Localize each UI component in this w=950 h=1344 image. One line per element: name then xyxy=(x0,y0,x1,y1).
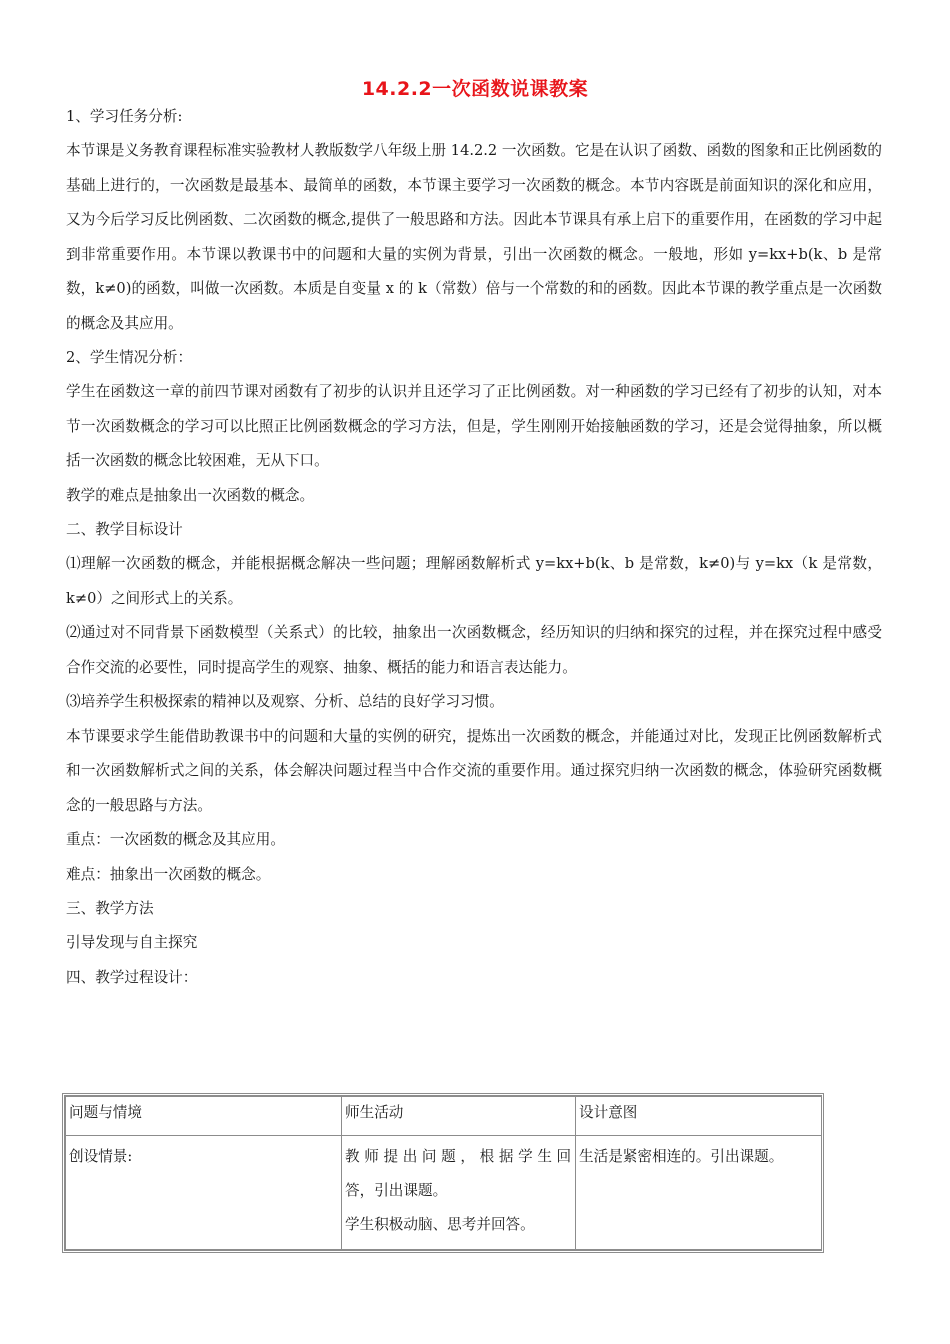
goal-item-2: ⑵通过对不同背景下函数模型（关系式）的比较，抽象出一次函数概念，经历知识的归纳和探究的过程，并在探究过程中感受合作交流的必要性，同时提高学生的观察、抽象、概括的能力和语言表达能力。 xyxy=(66,624,882,676)
key-point: 重点：一次函数的概念及其应用。 xyxy=(66,831,285,848)
table-header-row xyxy=(66,1097,822,1136)
difficult-point: 难点：抽象出一次函数的概念。 xyxy=(66,865,271,883)
section-heading-task-analysis: 1、学习任务分析: xyxy=(66,108,183,125)
scene-text: 创设情景: xyxy=(69,1148,133,1165)
activity-line: 答，引出课题。 xyxy=(345,1182,448,1199)
table-row xyxy=(66,1136,822,1250)
goal-item-3: ⑶培养学生积极探索的精神以及观察、分析、总结的良好学习习惯。 xyxy=(66,693,504,710)
paragraph-task-analysis: 本节课是义务教育课程标准实验教材人教版数学八年级上册 14.2.2 一次函数。它是在认识了函数、函数的图象和正比例函数的基础上进行的，一次函数是最基本、最简单的函数，本节课主要学习一次函数的概念。本节内容既是前面知识的深化和应用，又为今后学习反比例函数、二次函数的概念,提供了一般思路和方法。因此本节课具有承上启下的重要作用，在函数的学习中起到非常重要作用。本节课以教课书中的问题和大量的实例为背景，引出一次函数的概念。一般地，形如 y=kx+b(k、b 是常数，k≠0)的函数，叫做一次函数。本质是自变量 x 的 k（常数）倍与一个常数的和的函数。因此本节课的教学重点是一次函数的概念及其应用。 xyxy=(66,142,882,332)
section-heading-student-analysis: 2、学生情况分析： xyxy=(66,349,193,366)
document-body xyxy=(66,100,882,995)
section-heading-teaching-method: 三、教学方法 xyxy=(66,900,154,917)
teaching-method-text: 引导发现与自主探究 xyxy=(66,934,198,951)
table-header-cell: 师生活动 xyxy=(342,1097,576,1136)
table-header-cell: 问题与情境 xyxy=(66,1097,342,1136)
table-cell-intent xyxy=(576,1136,822,1250)
teaching-process-table xyxy=(62,1093,824,1253)
paragraph-goal-summary: 本节课要求学生能借助教课书中的问题和大量的实例的研究，提炼出一次函数的概念，并能通过对比，发现正比例函数解析式和一次函数解析式之间的关系，体会解决问题过程当中合作交流的重要作用。通过探究归纳一次函数的概念，体验研究函数概念的一般思路与方法。 xyxy=(66,727,882,814)
table-cell-scene xyxy=(66,1136,342,1250)
table-header-cell: 设计意图 xyxy=(576,1097,822,1136)
activity-line: 学生积极动脑、思考并回答。 xyxy=(345,1216,535,1233)
paragraph-teaching-difficulty: 教学的难点是抽象出一次函数的概念。 xyxy=(66,486,315,504)
goal-item-1: ⑴理解一次函数的概念，并能根据概念解决一些问题；理解函数解析式 y=kx+b(k、b 是常数，k≠0)与 y=kx（k 是常数，k≠0）之间形式上的关系。 xyxy=(66,555,882,607)
paragraph-student-analysis: 学生在函数这一章的前四节课对函数有了初步的认识并且还学习了正比例函数。对一种函数的学习已经有了初步的认知，对本节一次函数概念的学习可以比照正比例函数概念的学习方法，但是，学生刚刚开始接触函数的学习，还是会觉得抽象，所以概括一次函数的概念比较困难，无从下口。 xyxy=(66,383,882,469)
document-title: 14.2.2一次函数说课教案 xyxy=(361,78,589,100)
section-heading-teaching-process: 四、教学过程设计： xyxy=(66,968,198,986)
table-cell-activity xyxy=(342,1136,576,1250)
section-heading-teaching-goals: 二、教学目标设计 xyxy=(66,521,183,538)
activity-line: 教 师 提 出 问 题 ， 根 据 学 生 回 xyxy=(345,1148,572,1165)
intent-text: 生活是紧密相连的。引出课题。 xyxy=(579,1148,784,1165)
